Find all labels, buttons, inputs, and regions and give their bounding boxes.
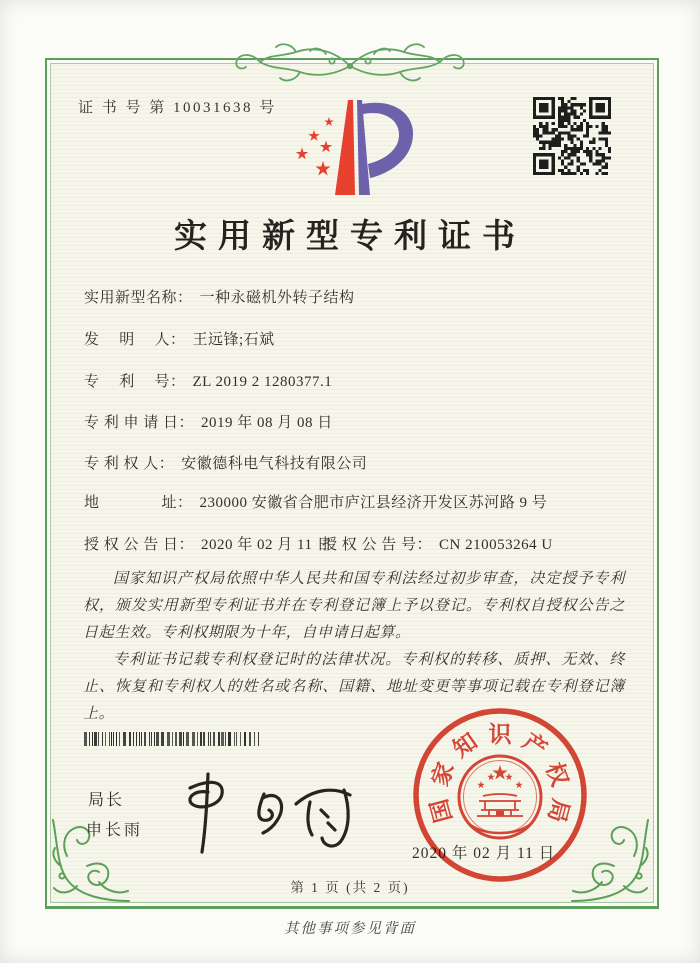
signature-handwriting — [160, 768, 370, 858]
field-label: 专 利 号： — [84, 374, 186, 390]
field-value: 安徽德科电气科技有限公司 — [181, 456, 368, 472]
field-row-patentee — [84, 454, 650, 474]
body-paragraph: 国家知识产权局依照中华人民共和国专利法经过初步审查，决定授予专利权，颁发实用新型专利证书并在专利登记簿上予以登记。专利权自授权公告之日起生效。专利权期限为十年，自申请日起算。 — [83, 571, 625, 641]
page-number: 第 1 页 (共 2 页) — [290, 880, 410, 895]
field-label: 授 权 公 告 日： — [84, 537, 195, 553]
field-label: 发 明 人： — [84, 332, 186, 348]
seal-date: 2020 年 02 月 11 日 — [412, 845, 556, 862]
field-label: 专 利 申 请 日： — [84, 415, 195, 431]
grant-no-pair — [322, 535, 553, 555]
seal-char: 家 — [427, 759, 459, 790]
field-label: 地 址： — [84, 495, 193, 511]
field-label: 授 权 公 告 号： — [322, 537, 433, 553]
seal-char: 国 — [426, 796, 457, 826]
seal-char: 产 — [518, 728, 552, 763]
field-label: 专 利 权 人： — [84, 456, 175, 472]
border-ornament-top — [230, 40, 470, 86]
field-value: 2019 年 08 月 08 日 — [201, 415, 333, 431]
field-value: 230000 安徽省合肥市庐江县经济开发区苏河路 9 号 — [199, 495, 548, 511]
field-row-filing-date — [84, 413, 650, 433]
field-row-address — [84, 493, 650, 513]
back-note: 其他事项参见背面 — [284, 921, 416, 937]
field-label: 实用新型名称： — [84, 290, 193, 306]
field-value: 一种永磁机外转子结构 — [199, 290, 355, 306]
barcode — [84, 732, 262, 746]
cnipa-logo — [282, 98, 418, 198]
field-row-patent-no — [84, 372, 650, 392]
body-text — [83, 566, 625, 728]
seal-char: 识 — [488, 722, 512, 747]
certificate-title: 实用新型专利证书 — [174, 219, 526, 255]
director-name: 申长雨 — [86, 822, 144, 839]
certificate-number: 证 书 号 第 10031638 号 — [78, 100, 277, 116]
seal-char: 局 — [543, 796, 574, 826]
field-value: CN 210053264 U — [439, 537, 553, 553]
director-title: 局长 — [88, 792, 125, 809]
grant-date-pair — [84, 537, 332, 553]
field-row-grant — [84, 535, 650, 555]
field-row-inventor — [84, 330, 650, 350]
seal-char: 权 — [541, 759, 573, 790]
qr-code — [533, 97, 611, 175]
body-paragraph: 专利证书记载专利权登记时的法律状况。专利权的转移、质押、无效、终止、恢复和专利权人的姓名或名称、国籍、地址变更等事项记载在专利登记簿上。 — [83, 652, 625, 722]
field-value: ZL 2019 2 1280377.1 — [192, 374, 333, 390]
field-value: 王远锋;石斌 — [192, 332, 275, 348]
field-value: 2020 年 02 月 11 日 — [201, 537, 333, 553]
seal-char: 知 — [448, 728, 482, 763]
field-row-name — [84, 288, 650, 308]
